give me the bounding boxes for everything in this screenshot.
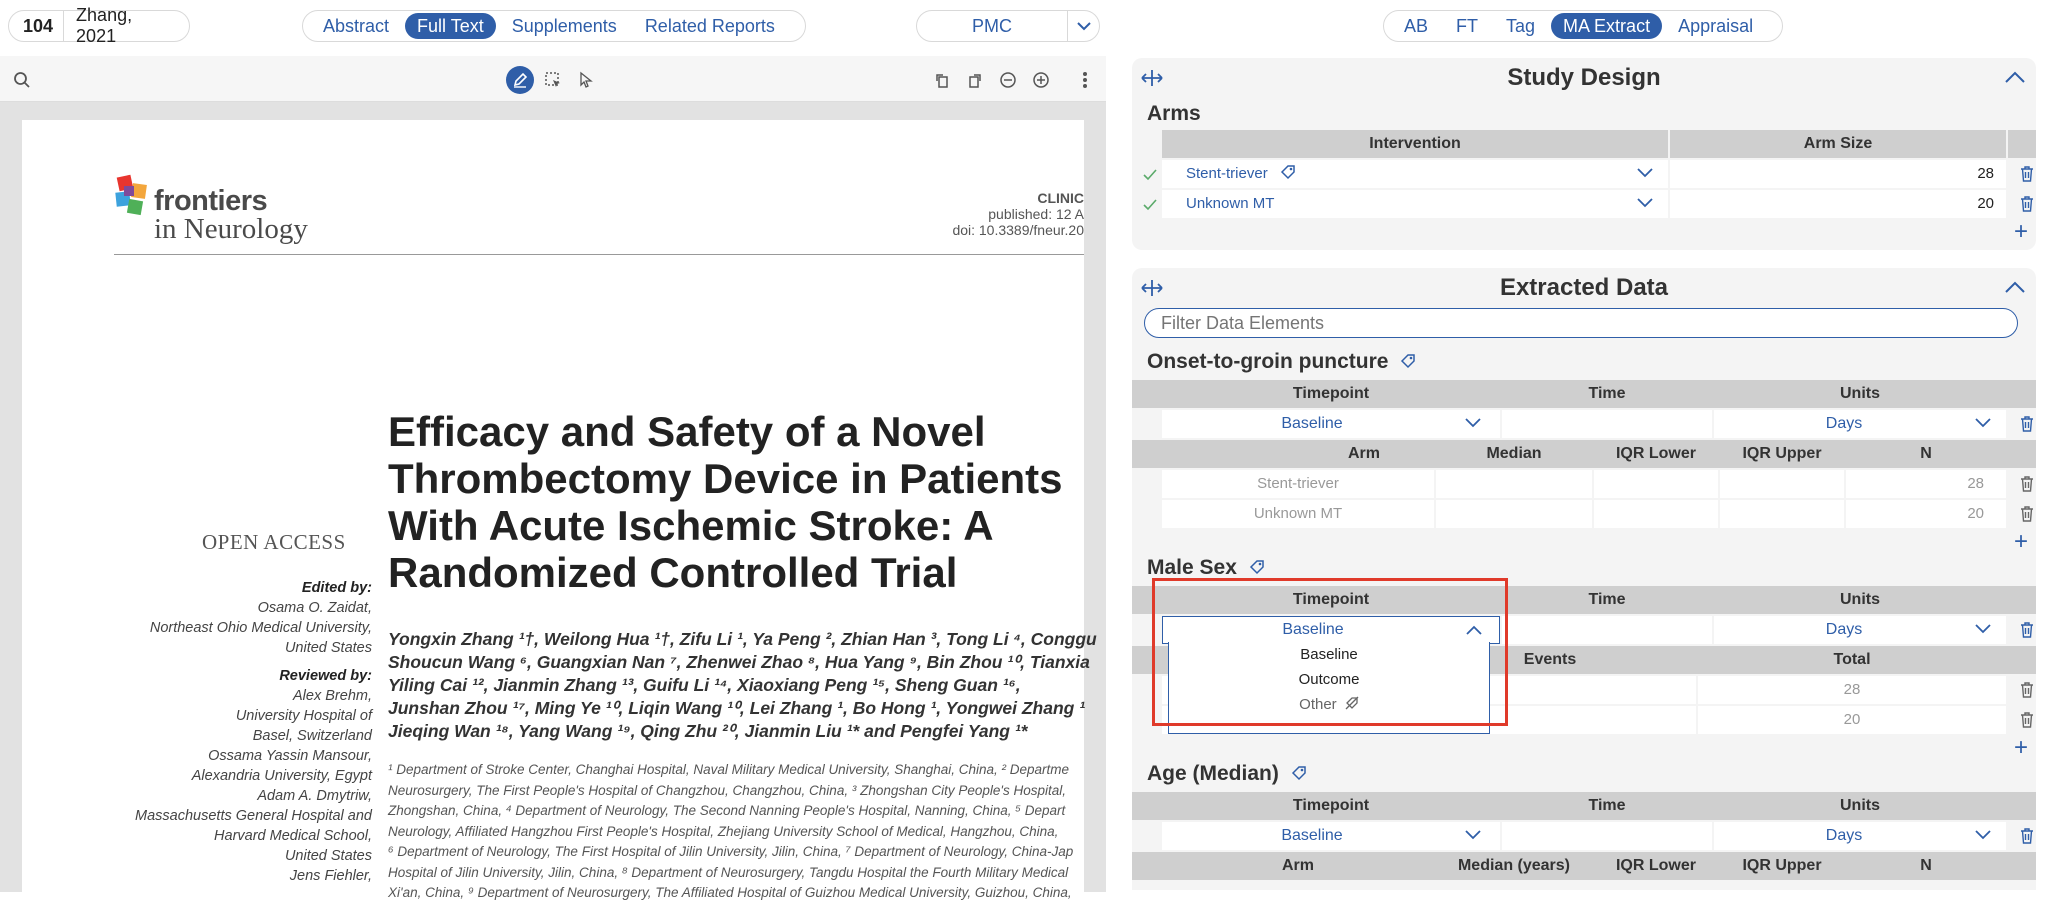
open-access-label: OPEN ACCESS	[202, 530, 346, 554]
cursor-icon[interactable]	[572, 66, 600, 94]
dropdown-option-other[interactable]: Other	[1169, 692, 1489, 717]
header-divider	[114, 254, 1084, 255]
article-affiliations: ¹ Department of Stroke Center, Changhai Hospital, Naval Military Medical University, Shanghai, China, ² Departme Neurosurgery, The First People's Hospital of Changzhou, Changzhou, China, ³ Zhongshan City People's Hospital, Zhongshan, China, ⁴ Department of Neurology, The Second Nanning People's Hospital, Nanning, China, ⁵ Depart Neurology, Affiliated Hangzhou First People's Hospital, Zhejiang University School of Medical, Hangzhou, China, ⁶ Department of Neurology, The First Hospital of Jilin University, Jilin, China, ⁷ Department of Neurology, China-Jap Hospital of Jilin University, Jilin, China, ⁸ Department of Neurosurgery, Tangdu Hospital the Fourth Military Medical Xi'an, China, ⁹ Department of Neurosurgery, The Affiliated Hospital of Guizhou Medical University, Guizhou, China,	[388, 762, 1074, 900]
timepoint-select[interactable]: Baseline	[1162, 410, 1500, 438]
tab-ft[interactable]: FT	[1456, 16, 1479, 36]
timepoint-select-open[interactable]: Baseline	[1162, 616, 1500, 644]
area-select-icon[interactable]	[539, 66, 567, 94]
add-row-icon[interactable]: +	[2014, 734, 2029, 761]
col-median-years: Median (years)	[1436, 852, 1592, 880]
units-select[interactable]: Days	[1714, 410, 2006, 438]
highlight-pen-icon[interactable]	[506, 66, 534, 94]
add-arm-icon[interactable]: +	[2014, 218, 2029, 245]
arms-label: Arms	[1147, 102, 1201, 125]
article-meta: CLINIC published: 12 A doi: 10.3389/fneur.20	[952, 190, 1084, 238]
col-timepoint: Timepoint	[1162, 380, 1500, 408]
time-input[interactable]	[1502, 410, 1712, 438]
total-value: 20	[1698, 706, 2006, 734]
trash-icon[interactable]	[2020, 166, 2034, 182]
source-select-value: PMC	[972, 15, 1012, 36]
time-input[interactable]	[1502, 616, 1712, 644]
extracted-data-card	[1132, 268, 2036, 890]
trash-icon[interactable]	[2020, 506, 2034, 522]
dropdown-option-outcome[interactable]: Outcome	[1298, 671, 1360, 688]
highlight-annotation-box	[1152, 578, 1508, 726]
col-arm: Arm	[1162, 852, 1434, 880]
article-title: Efficacy and Safety of a Novel Thrombectomy Device in Patients With Acute Ischemic Stroke: A Randomized Controlled Trial	[388, 408, 1063, 596]
col-arm-size: Arm Size	[1670, 130, 2006, 158]
col-n: N	[1846, 852, 2006, 880]
study-design-title: Study Design	[1507, 64, 1661, 91]
pdf-page	[22, 120, 1097, 920]
trash-icon[interactable]	[2020, 828, 2034, 844]
arm-name: Stent-triever	[1162, 470, 1434, 498]
total-value: 28	[1698, 676, 2006, 704]
time-input[interactable]	[1502, 822, 1712, 850]
tab-tag[interactable]: Tag	[1506, 16, 1536, 36]
median-input[interactable]	[1436, 500, 1592, 528]
tab-related-reports[interactable]: Related Reports	[644, 16, 775, 36]
onset-section-title: Onset-to-groin puncture	[1147, 350, 1416, 375]
col-units: Units	[1714, 792, 2006, 820]
median-input[interactable]	[1436, 470, 1592, 498]
more-options-icon[interactable]	[1071, 66, 1099, 94]
chevron-down-icon[interactable]	[1636, 160, 1654, 188]
col-time: Time	[1502, 792, 1712, 820]
tab-full-text[interactable]: Full Text	[405, 13, 496, 39]
search-icon[interactable]	[8, 66, 36, 94]
check-icon	[1142, 198, 1158, 217]
iqr-lower-input[interactable]	[1594, 470, 1718, 498]
dropdown-option-baseline[interactable]: Baseline	[1300, 646, 1358, 663]
trash-icon[interactable]	[2020, 476, 2034, 492]
study-design-card	[1132, 58, 2036, 250]
iqr-upper-input[interactable]	[1720, 500, 1844, 528]
units-select[interactable]: Days	[1714, 616, 2006, 644]
tag-icon[interactable]	[1291, 763, 1307, 787]
col-total: Total	[1698, 646, 2006, 674]
tab-ma-extract[interactable]: MA Extract	[1551, 13, 1662, 39]
article-authors: Yongxin Zhang ¹†, Weilong Hua ¹†, Zifu Li ¹, Ya Peng ², Zhian Han ³, Tong Li ⁴, Conggu Shoucun Wang ⁶, Guangxian Nan ⁷, Zhenwei Zhao ⁸, Hua Yang ⁹, Bin Zhou ¹⁰, Tianxia Yiling Cai ¹², Jianmin Zhang ¹³, Guifu Li ¹⁴, Xiaoxiang Peng ¹⁵, Sheng Guan ¹⁶, Junshan Zhou ¹⁷, Ming Ye ¹⁰, Liqin Wang ¹⁰, Lei Zhang ¹, Bo Hong ¹, Yongwei Zhang ¹ Jieqing Wan ¹⁸, Yang Wang ¹⁹, Qing Zhu ²⁰, Jianmin Liu ¹* and Pengfei Yang ¹*	[388, 629, 1097, 741]
pdf-viewer	[0, 56, 1106, 900]
col-n: N	[1846, 440, 2006, 468]
zoom-out-icon[interactable]	[994, 66, 1022, 94]
chevron-down-icon[interactable]	[1464, 410, 1482, 438]
col-intervention: Intervention	[1162, 130, 1668, 158]
chevron-down-icon[interactable]	[1067, 11, 1099, 41]
col-iqr-upper: IQR Upper	[1720, 852, 1844, 880]
tab-ab[interactable]: AB	[1404, 16, 1429, 36]
male-sex-section-title: Male Sex	[1147, 556, 1265, 581]
units-select[interactable]: Days	[1714, 822, 2006, 850]
tag-icon[interactable]	[1280, 162, 1296, 190]
check-icon	[1142, 168, 1158, 187]
arm-name: Unknown MT	[1162, 500, 1434, 528]
trash-icon[interactable]	[2020, 416, 2034, 432]
col-iqr-upper: IQR Upper	[1720, 440, 1844, 468]
tab-appraisal[interactable]: Appraisal	[1678, 16, 1754, 36]
document-tabs	[302, 10, 806, 42]
rotate-right-icon[interactable]	[961, 66, 989, 94]
mode-tabs	[1383, 10, 1783, 42]
record-author: Zhang, 2021	[76, 5, 133, 46]
col-time: Time	[1502, 586, 1712, 614]
trash-icon[interactable]	[2020, 682, 2034, 698]
col-timepoint: Timepoint	[1162, 792, 1500, 820]
rotate-left-icon[interactable]	[928, 66, 956, 94]
arm-size-input[interactable]: 20	[1670, 190, 2006, 218]
extracted-data-title: Extracted Data	[1499, 274, 1669, 301]
chevron-down-icon[interactable]	[1636, 190, 1654, 218]
record-id: 104	[9, 11, 64, 41]
col-units: Units	[1714, 586, 2006, 614]
col-time: Time	[1502, 380, 1712, 408]
editors-column: Edited by: Osama O. Zaidat, Northeast Ohio Medical University, United States Reviewed by: Alex Brehm, University Hospital of Basel, Switzerland Ossama Yassin Mansour, Alexandria University, Egypt Adam A. Dmytriw, Massachusetts General Hospital and Harvard Medical School, United States Jens Fiehler,	[135, 580, 372, 884]
iqr-upper-input[interactable]	[1720, 470, 1844, 498]
tab-abstract[interactable]: Abstract	[323, 16, 390, 36]
trash-icon[interactable]	[2020, 196, 2034, 212]
col-events: Events	[1404, 646, 1696, 674]
chevron-down-icon[interactable]	[1974, 822, 1992, 850]
arm-intervention-select[interactable]: Unknown MT	[1162, 190, 1668, 218]
source-select[interactable]	[916, 10, 1100, 42]
journal-name: frontiers	[154, 185, 268, 217]
n-value: 20	[1846, 500, 2006, 528]
trash-icon[interactable]	[2020, 712, 2034, 728]
frontiers-logo-icon	[114, 172, 154, 223]
age-section-title: Age (Median)	[1147, 762, 1307, 787]
chevron-down-icon[interactable]	[1974, 410, 1992, 438]
n-value: 28	[1846, 470, 2006, 498]
col-timepoint: Timepoint	[1162, 586, 1500, 614]
filter-data-input[interactable]	[1144, 308, 2018, 338]
iqr-lower-input[interactable]	[1594, 500, 1718, 528]
col-units: Units	[1714, 380, 2006, 408]
tag-icon[interactable]	[1400, 351, 1416, 375]
pdf-toolbar	[0, 56, 1106, 102]
arm-size-input[interactable]: 28	[1670, 160, 2006, 188]
collapse-chevron-up-icon[interactable]	[2004, 70, 2026, 89]
trash-icon[interactable]	[2020, 622, 2034, 638]
chevron-down-icon[interactable]	[1464, 822, 1482, 850]
add-row-icon[interactable]: +	[2014, 528, 2029, 555]
col-iqr-lower: IQR Lower	[1594, 440, 1718, 468]
journal-subtitle: in Neurology	[154, 213, 308, 245]
col-median: Median	[1436, 440, 1592, 468]
record-id-pill	[8, 5, 190, 46]
timepoint-select[interactable]: Baseline	[1162, 822, 1500, 850]
col-iqr-lower: IQR Lower	[1594, 852, 1718, 880]
zoom-in-icon[interactable]	[1027, 66, 1055, 94]
col-arm: Arm	[1162, 440, 1566, 468]
arm-intervention-select[interactable]: Stent-triever	[1162, 160, 1668, 188]
collapse-chevron-up-icon[interactable]	[2004, 280, 2026, 299]
chevron-down-icon[interactable]	[1974, 616, 1992, 644]
tab-supplements[interactable]: Supplements	[511, 16, 617, 36]
